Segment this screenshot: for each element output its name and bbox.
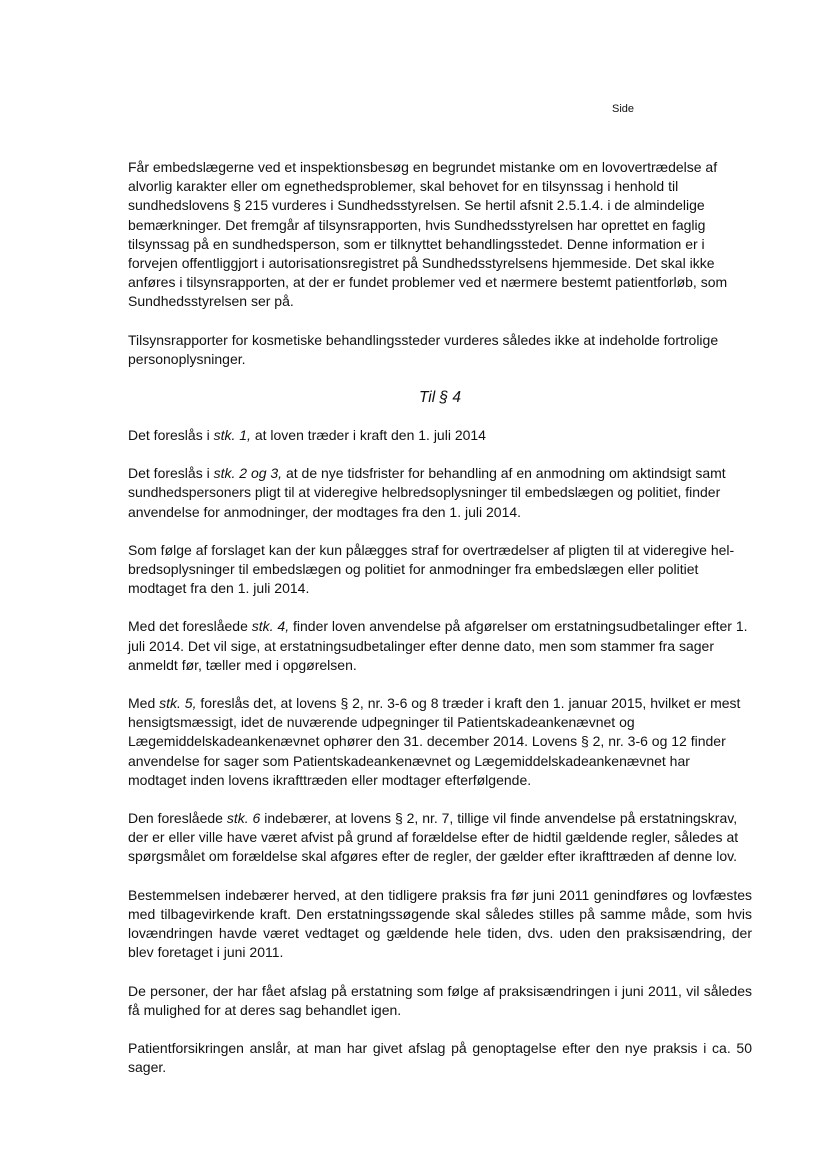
page-header-side-label: Side	[612, 103, 635, 115]
document-body	[128, 158, 752, 1096]
paragraph-stk4-ref: stk. 4,	[251, 618, 290, 635]
paragraph-patientforsikringen: Patientforsikringen anslår, at man har givet afslag på genoptagelse efter den nye praksis i ca. 50 sager.	[128, 1039, 752, 1076]
paragraph-stk6-post: indebærer, at lovens § 2, nr. 7, tillige vil finde anvendelse på erstatningskrav, der er eller ville have været afvist på grund af forældelse efter de hidtil gældende regler, således at spørgsmålet om forældelse skal afgøres efter de regler, der gælder efter ikrafttræden af denne lov.	[128, 810, 739, 865]
paragraph-stk1-post: at loven træder i kraft den 1. juli 2014	[250, 427, 486, 444]
paragraph-stk2-3	[128, 464, 752, 522]
section-heading: Til § 4	[418, 389, 462, 407]
paragraph-stk4-pre: Med det foreslåede	[128, 618, 252, 635]
paragraph-stk4-post: finder loven anvendelse på afgørelser om erstatningsudbetalinger efter 1. juli 2014. Det vil sige, at erstatningsudbetalinger efter denne dato, men som stammer fra sager anmeldt før, tæller med i opgørelsen.	[128, 618, 748, 673]
paragraph-stk5-post: foreslås det, at lovens § 2, nr. 3-6 og 8 træder i kraft den 1. januar 2015, hvilket er mest hensigtsmæssigt, idet de nuværende udpegninger til Patientskadeankenævnet og Lægemiddelskadeankenævnet ophører den 31. december 2014. Lovens § 2, nr. 3-6 og 12 finder anvendelse for sager som Patientskadeankenævnet og Lægemiddelskadeankenævnet har modtaget inden lovens ikrafttræden eller modtager efterfølgende.	[128, 695, 741, 788]
paragraph-tilsynsrapporter: Tilsynsrapporter for kosmetiske behandlingssteder vurderes således ikke at indeholde fortrolige personoplysninger.	[128, 331, 719, 367]
paragraph-stk6-pre: Den foreslåede	[128, 810, 227, 827]
paragraph-personer: De personer, der har fået afslag på erstatning som følge af praksisændringen i juni 2011, vil således få mulighed for at deres sag behandlet igen.	[128, 982, 752, 1018]
paragraph-stk5-pre: Med	[128, 695, 160, 712]
paragraph-bestemmelsen: Bestemmelsen indebærer herved, at den tidligere praksis fra før juni 2011 genindføres og lovfæstes med tilbagevirkende kraft. Den erstatningssøgende skal således stilles på samme måde, som hvis lovændringen havde været vedtaget og gældende hele tiden, dvs. uden den praksisændring, der blev foretaget i juni 2011.	[128, 886, 752, 961]
paragraph-stk1-ref: stk. 1,	[213, 427, 251, 444]
paragraph-stk5	[128, 694, 752, 790]
paragraph-stk1	[128, 426, 752, 445]
paragraph-straf: Som følge af forslaget kan der kun pålægges straf for overtrædelser af pligten til at videregive hel-bredsoplysninger til embedslægen og politiet for anmodninger fra embedslægen eller politiet modtaget fra den 1. juli 2014.	[128, 541, 735, 597]
paragraph-stk1-pre: Det foreslås i	[128, 427, 214, 444]
paragraph-embedslaeger: Får embedslægerne ved et inspektionsbesøg en begrundet mistanke om en lovovertrædelse af alvorlig karakter eller om egnethedsproblemer, skal behovet for en tilsynssag i henhold til sundhedslovens § 215 vurderes i Sundhedsstyrelsen. Se hertil afsnit 2.5.1.4. i de almindelige bemærkninger. Det fremgår af tilsynsrapporten, hvis Sundhedsstyrelsen har oprettet en faglig tilsynssag på en sundhedsperson, som er tilknyttet behandlingsstedet. Denne information er i forvejen offentliggjort i autorisationsregistret på Sundhedsstyrelsens hjemmeside. Det skal ikke anføres i tilsynsrapporten, at der er fundet problemer ved et nærmere bestemt patientforløb, som Sundhedsstyrelsen ser på.	[128, 159, 728, 310]
paragraph-stk6-ref: stk. 6	[226, 810, 261, 827]
paragraph-stk6	[128, 809, 752, 867]
paragraph-stk5-ref: stk. 5,	[159, 695, 197, 712]
paragraph-stk2-3-post: at de nye tidsfrister for behandling af en anmodning om aktindsigt samt sundhedspersoners pligt til at videregive helbredsoplysninger til embedslægen og politiet, finder anvendelse for anmodninger, der modtages fra den 1. juli 2014.	[128, 465, 726, 520]
paragraph-stk4	[128, 617, 752, 675]
paragraph-stk2-3-ref: stk. 2 og 3,	[213, 465, 283, 482]
paragraph-stk2-3-pre: Det foreslås i	[128, 465, 214, 482]
